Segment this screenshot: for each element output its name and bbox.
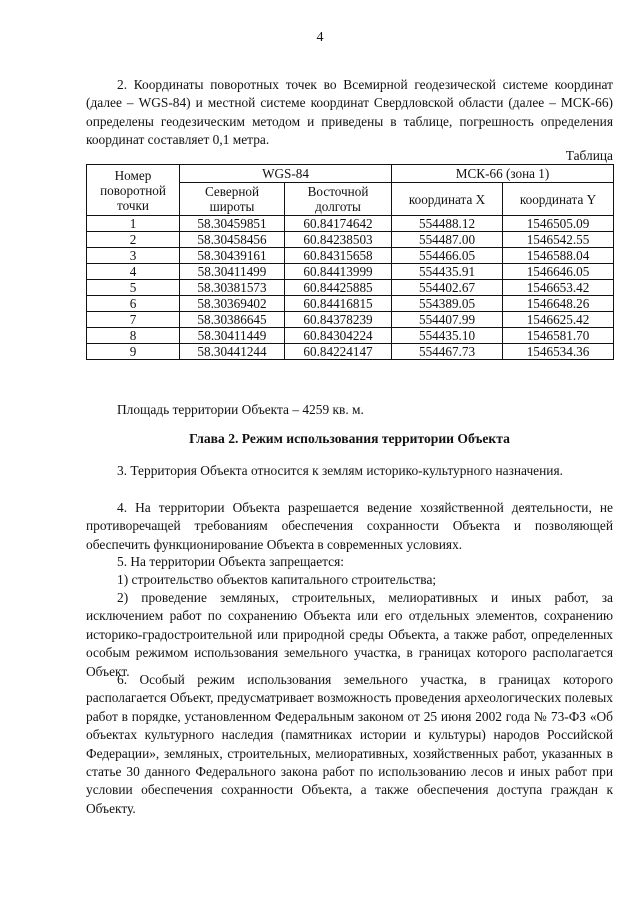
- table-row: [87, 232, 614, 248]
- cell-latitude: 58.30411449: [180, 328, 285, 344]
- header-coordinate-y: координата Y: [503, 183, 614, 216]
- table-row: [87, 312, 614, 328]
- cell-longitude: 60.84416815: [285, 296, 392, 312]
- paragraph-5: 5. На территории Объекта запрещается:: [117, 554, 344, 569]
- cell-x: 554407.99: [392, 312, 503, 328]
- table-row: [87, 280, 614, 296]
- cell-y: 1546588.04: [503, 248, 614, 264]
- cell-x: 554488.12: [392, 216, 503, 232]
- coordinates-table: [86, 164, 614, 360]
- header-east-longitude: Восточной долготы: [285, 183, 392, 216]
- table-row: [87, 248, 614, 264]
- chapter-heading: Глава 2. Режим использования территории Объекта: [189, 431, 510, 446]
- area-statement: Площадь территории Объекта – 4259 кв. м.: [117, 402, 364, 417]
- table-row: [87, 328, 614, 344]
- cell-point: 1: [87, 216, 180, 232]
- cell-point: 4: [87, 264, 180, 280]
- cell-longitude: 60.84224147: [285, 344, 392, 360]
- cell-latitude: 58.30439161: [180, 248, 285, 264]
- cell-longitude: 60.84174642: [285, 216, 392, 232]
- paragraph-4: 4. На территории Объекта разрешается ведение хозяйственной деятельности, не противоречащей требованиям обеспечения сохранности Объекта и позволяющей обеспечить функционирование Объекта в современных условиях.: [86, 500, 613, 552]
- cell-latitude: 58.30411499: [180, 264, 285, 280]
- cell-longitude: 60.84413999: [285, 264, 392, 280]
- coordinates-intro-paragraph: 2. Координаты поворотных точек во Всемирной геодезической системе координат (далее – WGS-84) и местной системе координат Свердловской области (далее – МСК-66) определены геодезическим методом и приведены в таблице, погрешность определения координат составляет 0,1 метра.: [86, 77, 613, 148]
- cell-latitude: 58.30369402: [180, 296, 285, 312]
- cell-point: 8: [87, 328, 180, 344]
- table-caption: Таблица: [565, 148, 613, 163]
- cell-x: 554435.91: [392, 264, 503, 280]
- cell-y: 1546505.09: [503, 216, 614, 232]
- cell-y: 1546625.42: [503, 312, 614, 328]
- cell-y: 1546542.55: [503, 232, 614, 248]
- cell-x: 554435.10: [392, 328, 503, 344]
- cell-latitude: 58.30381573: [180, 280, 285, 296]
- cell-point: 2: [87, 232, 180, 248]
- paragraph-3: 3. Территория Объекта относится к землям историко-культурного назначения.: [117, 463, 563, 478]
- table-row: [87, 344, 614, 360]
- table-row: [87, 216, 614, 232]
- cell-x: 554467.73: [392, 344, 503, 360]
- cell-x: 554389.05: [392, 296, 503, 312]
- cell-point: 5: [87, 280, 180, 296]
- cell-point: 7: [87, 312, 180, 328]
- cell-y: 1546646.05: [503, 264, 614, 280]
- cell-y: 1546648.26: [503, 296, 614, 312]
- table-row: [87, 264, 614, 280]
- cell-point: 9: [87, 344, 180, 360]
- header-point-number: Номер поворотной точки: [87, 165, 180, 216]
- cell-latitude: 58.30441244: [180, 344, 285, 360]
- page-number: 4: [316, 30, 324, 45]
- paragraph-6: 6. Особый режим использования земельного участка, в границах которого располагается Объект, предусматривает возможность проведения археологических полевых работ в порядке, установленном Федеральным законом от 25 июня 2002 года № 73-ФЗ «Об объектах культурного наследия (памятниках истории и культуры) народов Российской Федерации», земляных, строительных, мелиоративных, хозяйственных работ, указанных в статье 30 данного Федерального закона работ по использованию лесов и иных работ при условии обеспечения сохранности Объекта, а также обеспечения доступа граждан к Объекту.: [86, 672, 613, 816]
- cell-longitude: 60.84425885: [285, 280, 392, 296]
- cell-x: 554402.67: [392, 280, 503, 296]
- cell-point: 3: [87, 248, 180, 264]
- cell-y: 1546534.36: [503, 344, 614, 360]
- header-coordinate-x: координата X: [392, 183, 503, 216]
- cell-latitude: 58.30458456: [180, 232, 285, 248]
- cell-longitude: 60.84378239: [285, 312, 392, 328]
- table-row: [87, 296, 614, 312]
- paragraph-5-item-1: 1) строительство объектов капитального строительства;: [117, 572, 437, 587]
- cell-x: 554466.05: [392, 248, 503, 264]
- cell-x: 554487.00: [392, 232, 503, 248]
- header-north-latitude: Северной широты: [180, 183, 285, 216]
- header-wgs84: WGS-84: [180, 165, 392, 183]
- cell-point: 6: [87, 296, 180, 312]
- cell-longitude: 60.84304224: [285, 328, 392, 344]
- cell-longitude: 60.84238503: [285, 232, 392, 248]
- header-msk66: МСК-66 (зона 1): [392, 165, 614, 183]
- cell-latitude: 58.30386645: [180, 312, 285, 328]
- cell-latitude: 58.30459851: [180, 216, 285, 232]
- paragraph-5-item-2: 2) проведение земляных, строительных, мелиоративных и иных работ, за исключением работ по сохранению Объекта или его отдельных элементов, сохранению историко-градостроительной или природной среды Объекта, а также работ, определенных особым режимом использования земельного участка, в границах которого располагается Объект.: [86, 590, 613, 679]
- cell-y: 1546653.42: [503, 280, 614, 296]
- cell-y: 1546581.70: [503, 328, 614, 344]
- cell-longitude: 60.84315658: [285, 248, 392, 264]
